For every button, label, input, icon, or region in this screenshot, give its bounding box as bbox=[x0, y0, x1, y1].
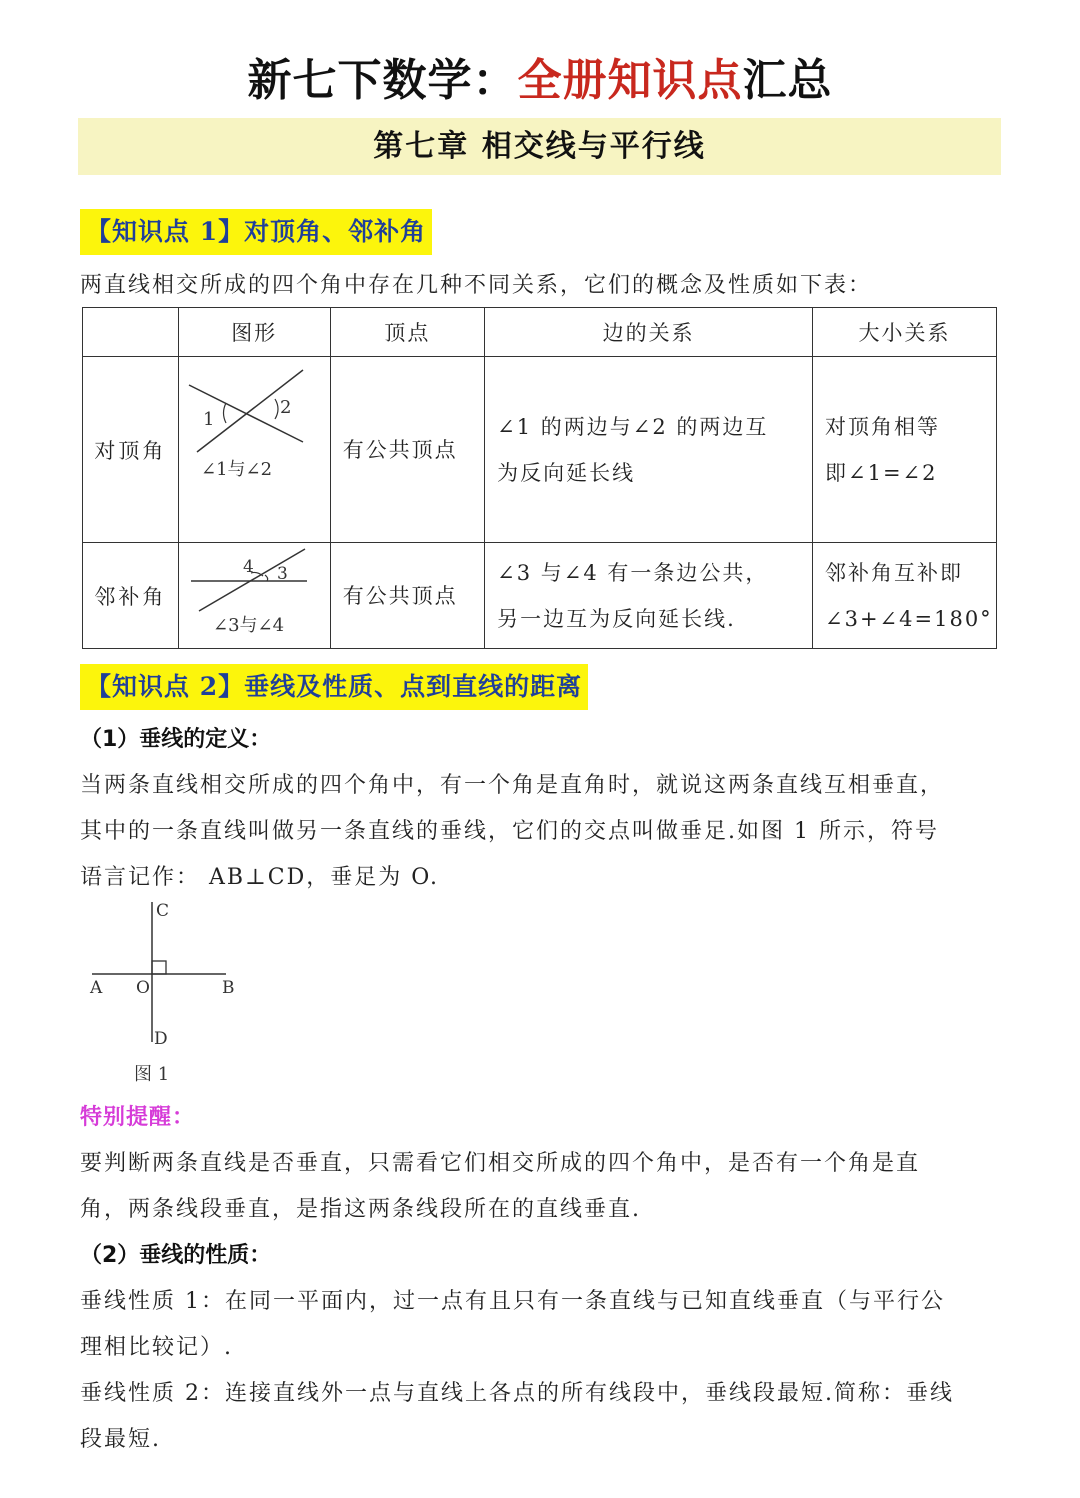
table-row bbox=[83, 543, 997, 649]
row-name: 邻补角 bbox=[83, 543, 179, 649]
title-part2: 汇总 bbox=[742, 55, 833, 106]
page-title bbox=[0, 44, 1080, 108]
point-b-label: B bbox=[222, 978, 235, 998]
definition-line: 语言记作： AB⊥CD，垂足为 O. bbox=[80, 865, 439, 890]
adjacent-angles-figure bbox=[179, 543, 330, 643]
sides-relation-cell bbox=[485, 357, 813, 543]
sides-line: 为反向延长线 bbox=[497, 460, 636, 485]
title-highlight: 全册知识点 bbox=[517, 55, 743, 106]
tip-line: 角，两条线段垂直，是指这两条线段所在的直线垂直. bbox=[80, 1197, 641, 1222]
angle-relations-table bbox=[82, 307, 997, 649]
vertical-angles-figure-cell bbox=[178, 357, 330, 543]
table-header-row bbox=[83, 308, 997, 357]
sides-line: ∠1 的两边与∠2 的两边互 bbox=[497, 414, 769, 439]
definition-line: 当两条直线相交所成的四个角中，有一个角是直角时，就说这两条直线互相垂直， bbox=[80, 773, 945, 798]
chapter-heading: 第七章 相交线与平行线 bbox=[78, 118, 1001, 175]
table-row bbox=[83, 357, 997, 543]
angle-1-label: 1 bbox=[202, 409, 215, 430]
knowledge-point-1-heading: 【知识点 1】对顶角、邻补角 bbox=[80, 209, 432, 255]
figure-caption: ∠1与∠2 bbox=[200, 459, 272, 480]
kp1-intro: 两直线相交所成的四个角中存在几种不同关系，它们的概念及性质如下表： bbox=[80, 273, 873, 298]
property-1-line: 垂线性质 1：在同一平面内，过一点有且只有一条直线与已知直线垂直（与平行公 bbox=[80, 1289, 945, 1314]
right-angle-mark bbox=[152, 961, 166, 974]
figure-caption: ∠3与∠4 bbox=[212, 615, 284, 636]
table-header-cell: 顶点 bbox=[330, 308, 484, 357]
point-d-label: D bbox=[154, 1029, 168, 1049]
special-tip-heading: 特别提醒： bbox=[80, 1104, 196, 1130]
definition-subheading: （1）垂线的定义： bbox=[80, 727, 272, 752]
vertex-cell: 有公共顶点 bbox=[330, 357, 484, 543]
adjacent-angles-figure-cell bbox=[178, 543, 330, 649]
point-c-label: C bbox=[156, 901, 170, 921]
size-line: 邻补角互补即 bbox=[825, 560, 963, 585]
angle-3-label: 3 bbox=[276, 564, 288, 584]
size-line: ∠3+∠4=180° bbox=[825, 606, 993, 631]
size-relation-cell bbox=[813, 543, 997, 649]
angle-2-label: 2 bbox=[279, 397, 292, 418]
definition-line: 其中的一条直线叫做另一条直线的垂线，它们的交点叫做垂足.如图 1 所示，符号 bbox=[80, 819, 939, 844]
table-header-cell: 大小关系 bbox=[813, 308, 997, 357]
figure-caption: 图 1 bbox=[134, 1064, 170, 1085]
size-relation-cell bbox=[813, 357, 997, 543]
table-header-cell: 边的关系 bbox=[485, 308, 813, 357]
vertical-angles-figure bbox=[179, 357, 330, 537]
size-line: 即∠1=∠2 bbox=[825, 460, 938, 485]
row-name: 对顶角 bbox=[83, 357, 179, 543]
size-line: 对顶角相等 bbox=[825, 414, 940, 439]
sides-line: 另一边互为反向延长线. bbox=[497, 606, 736, 631]
vertex-cell: 有公共顶点 bbox=[330, 543, 484, 649]
table-header-cell bbox=[83, 308, 179, 357]
properties-subheading: （2）垂线的性质： bbox=[80, 1243, 272, 1268]
perpendicular-figure bbox=[80, 896, 260, 1088]
property-1-line: 理相比较记）. bbox=[80, 1335, 233, 1360]
sides-relation-cell bbox=[485, 543, 813, 649]
property-2-line: 垂线性质 2：连接直线外一点与直线上各点的所有线段中，垂线段最短.简称：垂线 bbox=[80, 1381, 954, 1406]
point-a-label: A bbox=[90, 978, 103, 998]
angle-4-label: 4 bbox=[242, 557, 254, 577]
property-2-line: 段最短. bbox=[80, 1427, 161, 1452]
title-part1: 新七下数学： bbox=[247, 55, 518, 106]
table-header-cell: 图形 bbox=[178, 308, 330, 357]
point-o-label: O bbox=[136, 978, 150, 998]
tip-line: 要判断两条直线是否垂直，只需看它们相交所成的四个角中，是否有一个角是直 bbox=[80, 1151, 921, 1176]
knowledge-point-2-heading: 【知识点 2】垂线及性质、点到直线的距离 bbox=[80, 664, 588, 710]
sides-line: ∠3 与∠4 有一条边公共， bbox=[497, 560, 769, 585]
